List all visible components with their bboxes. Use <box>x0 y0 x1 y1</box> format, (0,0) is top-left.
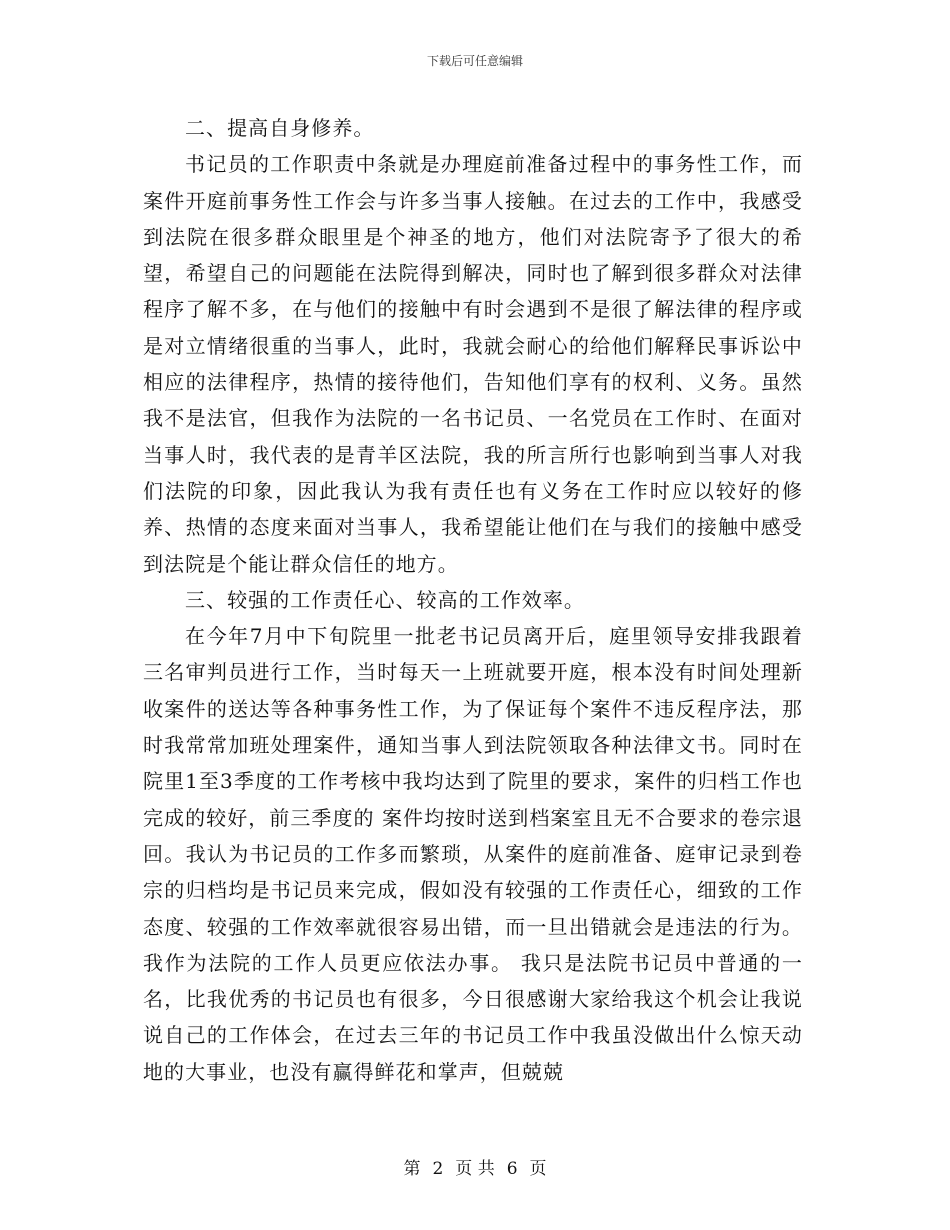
paragraph-responsibility: 在今年7月中下旬院里一批老书记员离开后，庭里领导安排我跟着三名审判员进行工作，当时每天一上班就要开庭，根本没有时间处理新收案件的送达等各种事务性工作，为了保证每个案件不违反程序法，那时我常常加班处理案件，通知当事人到法院领取各种法律文书。同时在院里1至3季度的工作考核中我均达到了院里的要求，案件的归档工作也完成的较好，前三季度的 案件均按时送到档案室且无不合要求的卷宗退回。我认为书记员的工作多而繁琐，从案件的庭前准备、庭审记录到卷宗的归档均是书记员来完成，假如没有较强的工作责任心，细致的工作态度、较强的工作效率就很容易出错，而一旦出错就会是违法的行为。我作为法院的工作人员更应依法办事。 我只是法院书记员中普通的一名，比我优秀的书记员也有很多，今日很感谢大家给我这个机会让我说说自己的工作体会，在过去三年的书记员工作中我虽没做出什么惊天动地的大事业，也没有赢得鲜花和掌声，但兢兢 <box>143 624 803 1084</box>
footer-middle: 页 共 <box>455 1159 495 1179</box>
paragraph-self-cultivation: 书记员的工作职责中条就是办理庭前准备过程中的事务性工作，而案件开庭前事务性工作会与许多当事人接触。在过去的工作中，我感受到法院在很多群众眼里是个神圣的地方，他们对法院寄予了很大的希望，希望自己的问题能在法院得到解决，同时也了解到很多群众对法律程序了解不多，在与他们的接触中有时会遇到不是很了解法律的程序或是对立情绪很重的当事人，此时，我就会耐心的给他们解释民事诉讼中相应的法律程序，热情的接待他们，告知他们享有的权利、义务。虽然我不是法官，但我作为法院的一名书记员、一名党员在工作时、在面对当事人时，我代表的是青羊区法院，我的所言所行也影响到当事人对我们法院的印象，因此我认为我有责任也有义务在工作时应以较好的修养、热情的态度来面对当事人，我希望能让他们在与我们的接触中感受到法院是个能让群众信任的地方。 <box>143 152 803 576</box>
header-text: 下载后可任意编辑 <box>426 54 523 68</box>
footer-total-pages: 6 <box>506 1159 518 1179</box>
section-heading-2: 二、提高自身修养。 <box>185 116 375 140</box>
footer-page-number: 2 <box>432 1159 444 1179</box>
footer-suffix: 页 <box>529 1159 547 1179</box>
footer-prefix: 第 <box>403 1159 421 1179</box>
page-header <box>0 52 950 69</box>
document-body <box>143 110 803 1090</box>
page-footer <box>0 1154 950 1179</box>
section-heading-3: 三、较强的工作责任心、较高的工作效率。 <box>185 587 585 612</box>
